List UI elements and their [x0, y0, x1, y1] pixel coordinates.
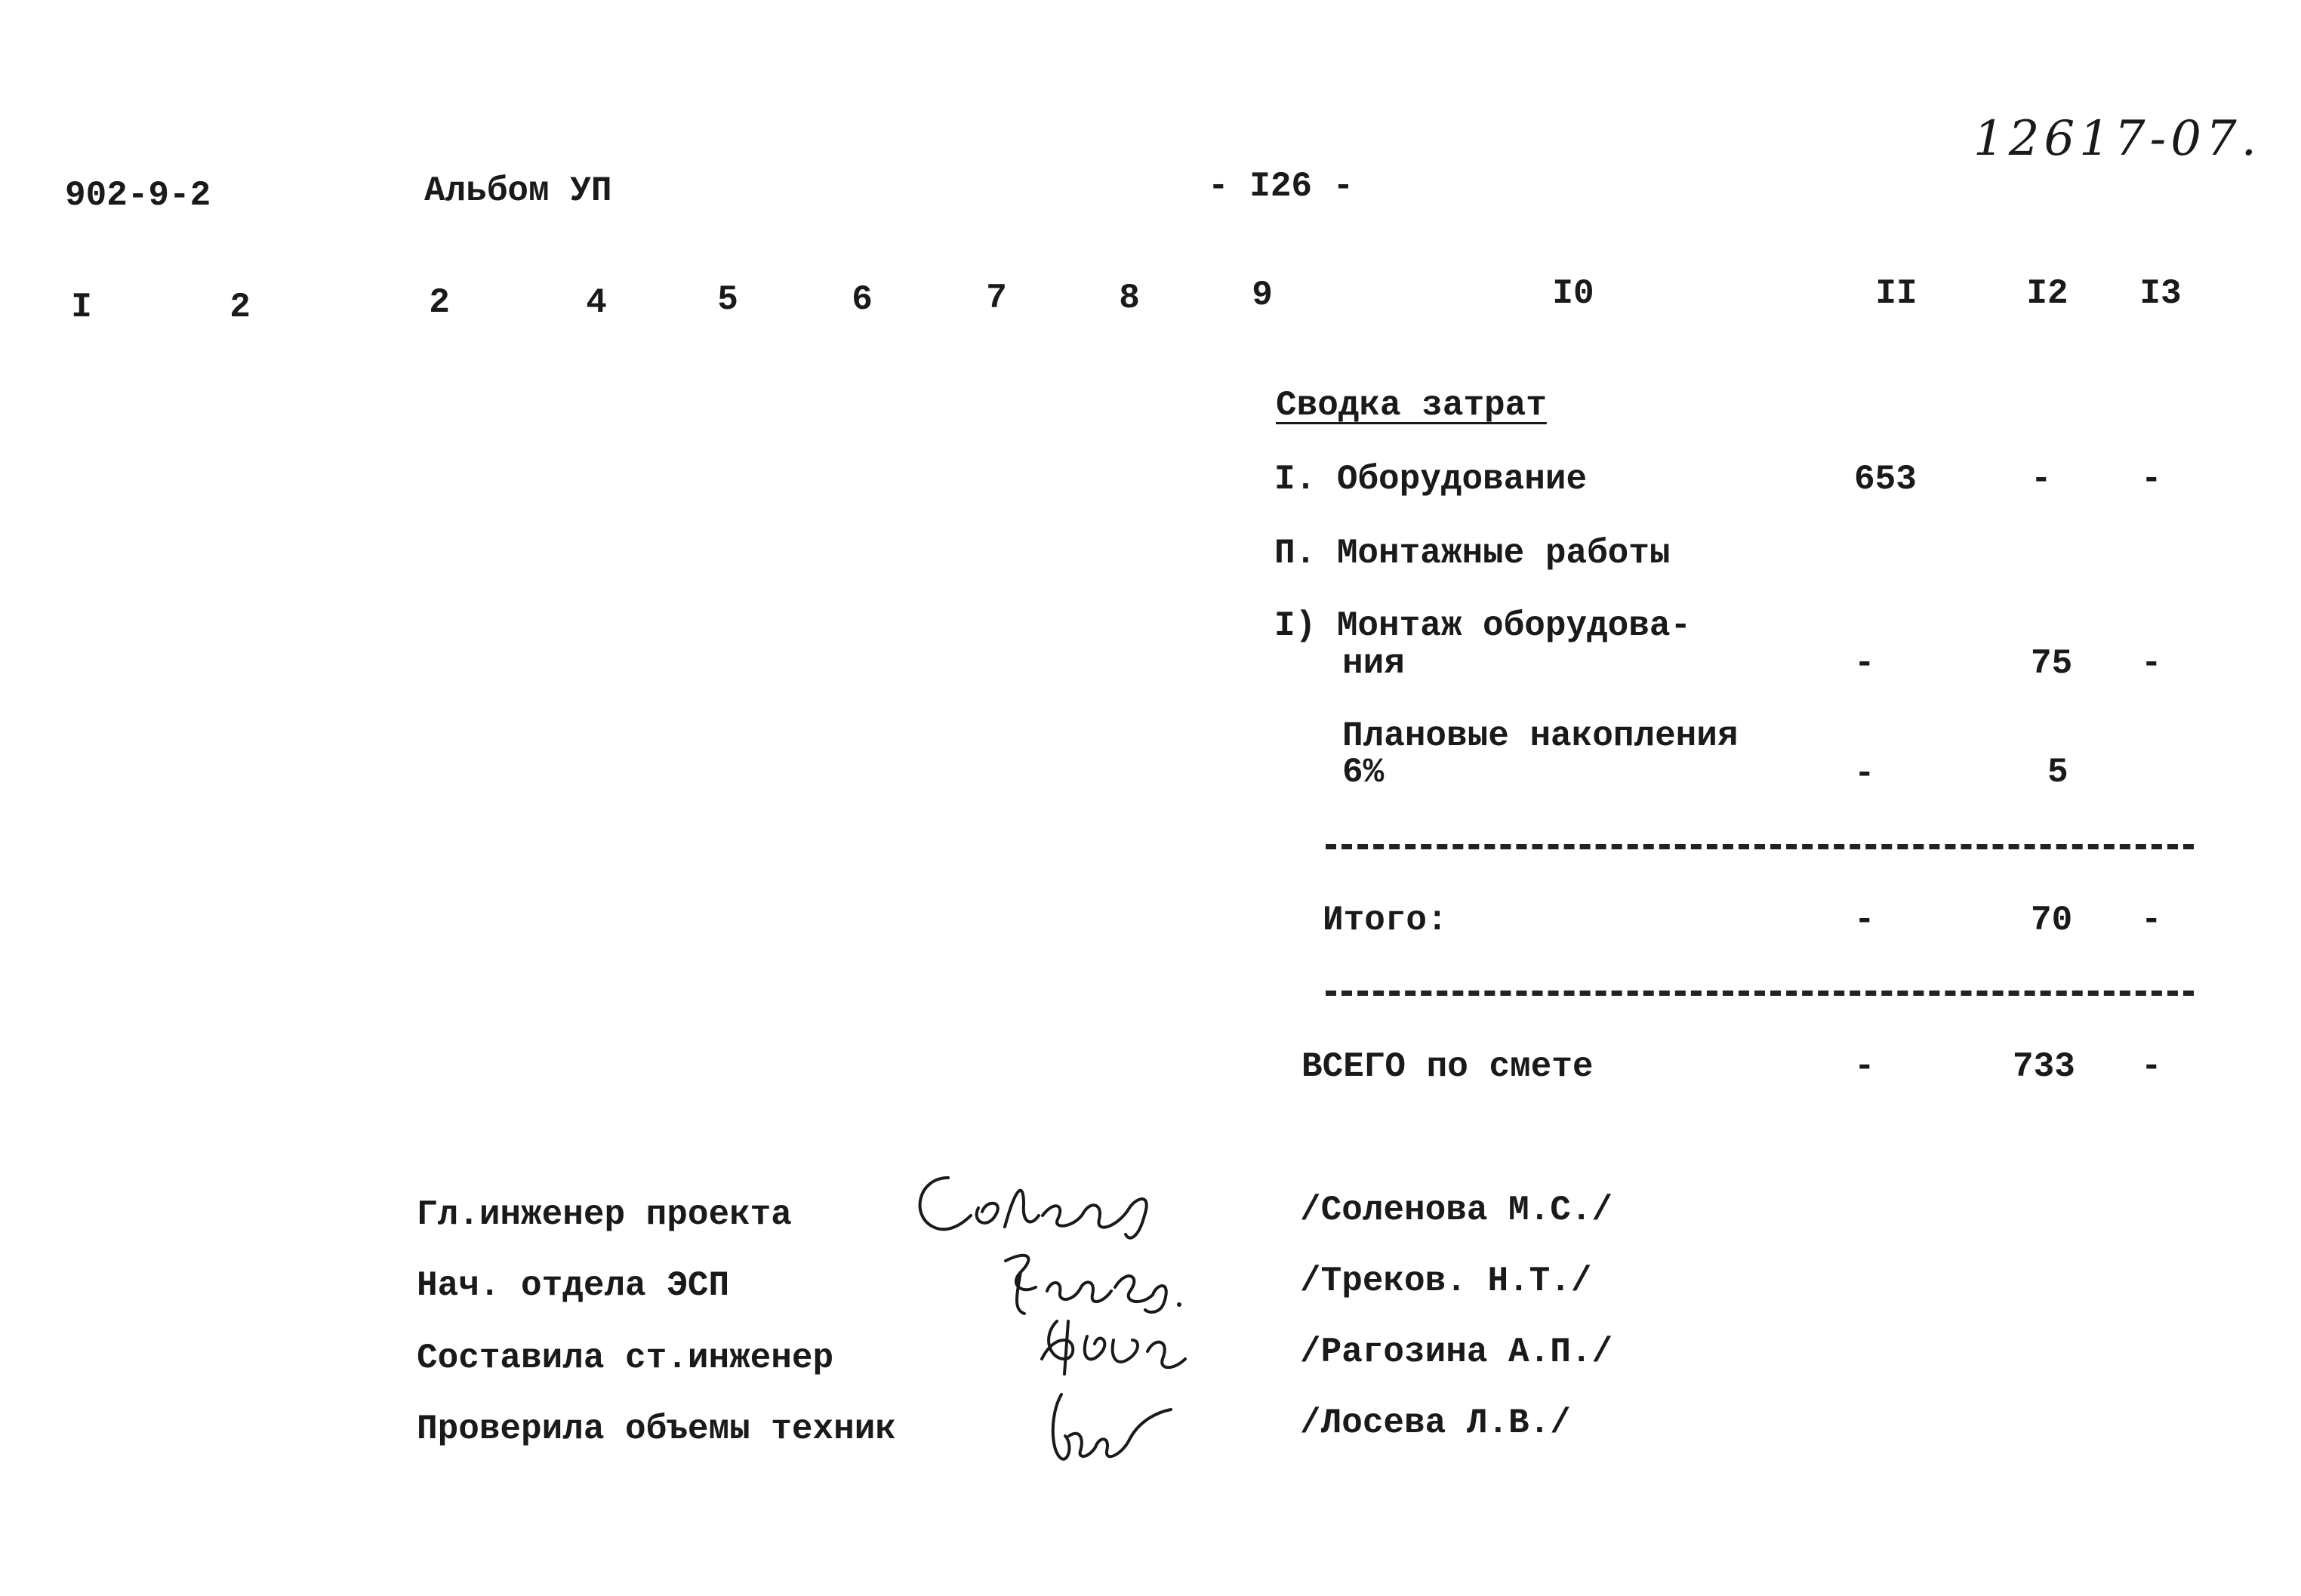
- signature-role: Составила ст.инженер: [417, 1339, 834, 1378]
- column-number: 8: [1119, 279, 1140, 318]
- subtotal-col13: -: [2141, 901, 2162, 940]
- column-number: 2: [429, 283, 450, 322]
- subtotal-col11: -: [1854, 901, 1875, 940]
- page-number: - I26 -: [1208, 167, 1354, 206]
- subtotal-label: Итого:: [1323, 901, 1448, 940]
- cell-col11: -: [1854, 644, 1875, 683]
- column-number: 6: [852, 280, 873, 319]
- archive-number: 12617-07.: [1973, 111, 2261, 167]
- total-col13: -: [2141, 1047, 2162, 1086]
- signature-role: Проверила объемы техник: [417, 1410, 896, 1449]
- row-label: П. Монтажные работы: [1274, 534, 1671, 573]
- cell-col12: 75: [2031, 644, 2073, 683]
- subtotal-col12: 70: [2031, 901, 2073, 940]
- column-number: II: [1875, 274, 1918, 313]
- row-label: I. Оборудование: [1274, 460, 1588, 499]
- column-number: I0: [1552, 274, 1594, 313]
- row-label-continued: 6%: [1342, 753, 1385, 792]
- row-label-continued: ния: [1342, 644, 1405, 683]
- column-number: I2: [2026, 274, 2068, 313]
- column-number: 9: [1252, 276, 1273, 315]
- dashed-divider: [1326, 991, 2194, 996]
- column-number: 5: [717, 280, 738, 319]
- column-number: 4: [586, 283, 607, 322]
- handwritten-signature: [1039, 1383, 1190, 1482]
- signatory-name: /Лосева Л.В./: [1300, 1403, 1571, 1443]
- column-number: 2: [229, 288, 251, 327]
- signatory-name: /Рагозина А.П./: [1300, 1333, 1613, 1372]
- cell-col11: -: [1854, 754, 1875, 793]
- cell-col12: -: [2031, 460, 2052, 499]
- signatory-name: /Треков. Н.Т./: [1300, 1262, 1592, 1301]
- album-label: Альбом УП: [424, 171, 612, 211]
- cell-col12: 5: [2047, 753, 2068, 792]
- document-code: 902-9-2: [65, 176, 211, 215]
- signature-role: Нач. отдела ЭСП: [417, 1266, 730, 1305]
- summary-title: Сводка затрат: [1276, 386, 1547, 425]
- signature-role: Гл.инженер проекта: [417, 1195, 792, 1234]
- row-label: I) Монтаж оборудова-: [1274, 606, 1692, 645]
- total-col12: 733: [2013, 1047, 2075, 1086]
- cell-col11: 653: [1854, 460, 1917, 499]
- row-label: Плановые накопления: [1342, 716, 1739, 756]
- dashed-divider: [1326, 844, 2194, 849]
- column-number: 7: [986, 279, 1007, 318]
- cell-col13: -: [2141, 460, 2162, 499]
- handwritten-signature: [1034, 1306, 1200, 1390]
- column-number: I: [71, 288, 92, 327]
- total-col11: -: [1854, 1047, 1875, 1086]
- total-label: ВСЕГО по смете: [1301, 1047, 1594, 1086]
- signatory-name: /Соленова М.С./: [1300, 1191, 1613, 1230]
- column-number: I3: [2139, 274, 2182, 313]
- cell-col13: -: [2141, 644, 2162, 683]
